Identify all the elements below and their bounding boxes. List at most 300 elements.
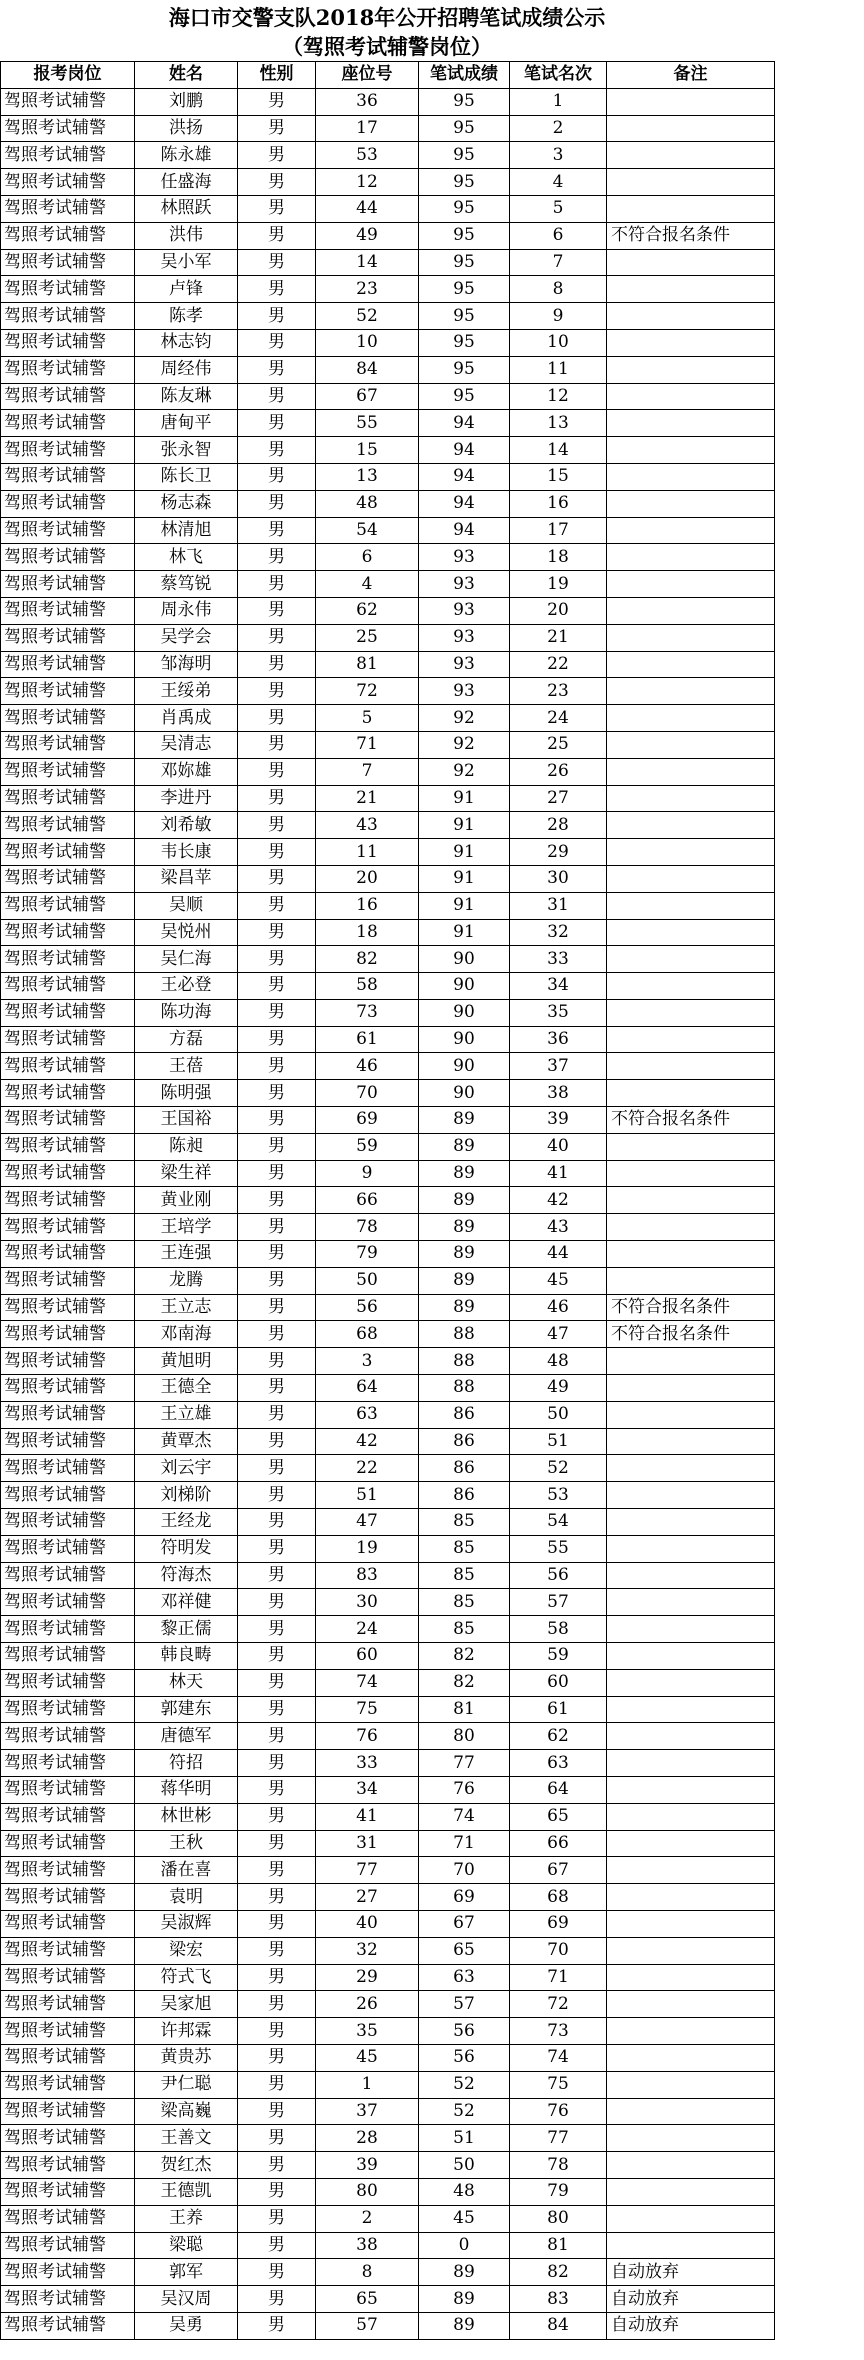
cell-score: 95 [419, 222, 510, 249]
cell-position: 驾照考试辅警 [1, 2232, 135, 2259]
cell-score: 93 [419, 678, 510, 705]
cell-name: 陈明强 [135, 1080, 238, 1107]
cell-score: 95 [419, 303, 510, 330]
cell-rank: 78 [510, 2152, 607, 2179]
cell-gender: 男 [238, 356, 316, 383]
cell-score: 89 [419, 2312, 510, 2339]
cell-rank: 47 [510, 1321, 607, 1348]
cell-remarks [607, 1241, 775, 1268]
cell-position: 驾照考试辅警 [1, 1214, 135, 1241]
cell-gender: 男 [238, 517, 316, 544]
cell-position: 驾照考试辅警 [1, 2018, 135, 2045]
cell-score: 82 [419, 1669, 510, 1696]
cell-position: 驾照考试辅警 [1, 1509, 135, 1536]
cell-remarks [607, 1267, 775, 1294]
cell-rank: 68 [510, 1884, 607, 1911]
cell-rank: 77 [510, 2125, 607, 2152]
cell-seat-number: 22 [316, 1455, 419, 1482]
cell-name: 洪伟 [135, 222, 238, 249]
cell-seat-number: 33 [316, 1750, 419, 1777]
cell-name: 陈永雄 [135, 142, 238, 169]
cell-remarks [607, 1214, 775, 1241]
cell-seat-number: 38 [316, 2232, 419, 2259]
cell-remarks [607, 1857, 775, 1884]
table-row [1, 1080, 775, 1107]
cell-gender: 男 [238, 2205, 316, 2232]
cell-name: 符海杰 [135, 1562, 238, 1589]
cell-position: 驾照考试辅警 [1, 1643, 135, 1670]
cell-name: 黄贵苏 [135, 2044, 238, 2071]
cell-score: 86 [419, 1401, 510, 1428]
cell-position: 驾照考试辅警 [1, 1401, 135, 1428]
cell-rank: 25 [510, 731, 607, 758]
cell-score: 86 [419, 1482, 510, 1509]
cell-position: 驾照考试辅警 [1, 222, 135, 249]
cell-seat-number: 48 [316, 490, 419, 517]
table-row [1, 999, 775, 1026]
cell-score: 95 [419, 356, 510, 383]
cell-name: 梁昌苹 [135, 865, 238, 892]
cell-score: 93 [419, 651, 510, 678]
cell-seat-number: 28 [316, 2125, 419, 2152]
cell-remarks [607, 678, 775, 705]
cell-rank: 38 [510, 1080, 607, 1107]
cell-gender: 男 [238, 1375, 316, 1402]
table-row [1, 195, 775, 222]
cell-name: 吴淑辉 [135, 1910, 238, 1937]
cell-position: 驾照考试辅警 [1, 2152, 135, 2179]
cell-name: 蔡笃锐 [135, 571, 238, 598]
table-row [1, 1294, 775, 1321]
cell-rank: 62 [510, 1723, 607, 1750]
table-row [1, 785, 775, 812]
table-row [1, 169, 775, 196]
cell-gender: 男 [238, 973, 316, 1000]
header-name: 姓名 [135, 62, 238, 89]
cell-score: 48 [419, 2178, 510, 2205]
header-rank: 笔试名次 [510, 62, 607, 89]
table-row [1, 383, 775, 410]
cell-name: 杨志森 [135, 490, 238, 517]
table-row [1, 490, 775, 517]
cell-rank: 33 [510, 946, 607, 973]
cell-position: 驾照考试辅警 [1, 785, 135, 812]
cell-score: 94 [419, 517, 510, 544]
header-seat-number: 座位号 [316, 62, 419, 89]
table-row [1, 1133, 775, 1160]
cell-gender: 男 [238, 2178, 316, 2205]
cell-seat-number: 53 [316, 142, 419, 169]
cell-gender: 男 [238, 892, 316, 919]
cell-name: 林清旭 [135, 517, 238, 544]
cell-score: 89 [419, 1187, 510, 1214]
cell-rank: 16 [510, 490, 607, 517]
table-row [1, 517, 775, 544]
cell-rank: 21 [510, 624, 607, 651]
cell-rank: 15 [510, 463, 607, 490]
cell-rank: 32 [510, 919, 607, 946]
cell-gender: 男 [238, 2312, 316, 2339]
cell-position: 驾照考试辅警 [1, 410, 135, 437]
cell-score: 69 [419, 1884, 510, 1911]
cell-rank: 10 [510, 329, 607, 356]
cell-score: 88 [419, 1375, 510, 1402]
cell-score: 81 [419, 1696, 510, 1723]
cell-gender: 男 [238, 2125, 316, 2152]
cell-score: 51 [419, 2125, 510, 2152]
cell-score: 71 [419, 1830, 510, 1857]
cell-seat-number: 36 [316, 88, 419, 115]
cell-remarks: 不符合报名条件 [607, 222, 775, 249]
cell-score: 93 [419, 624, 510, 651]
table-row [1, 544, 775, 571]
cell-gender: 男 [238, 1133, 316, 1160]
cell-name: 尹仁聪 [135, 2071, 238, 2098]
table-row [1, 1777, 775, 1804]
cell-score: 90 [419, 973, 510, 1000]
cell-gender: 男 [238, 1160, 316, 1187]
cell-gender: 男 [238, 1428, 316, 1455]
cell-seat-number: 69 [316, 1107, 419, 1134]
cell-rank: 14 [510, 437, 607, 464]
table-row [1, 1026, 775, 1053]
cell-remarks [607, 490, 775, 517]
cell-score: 90 [419, 999, 510, 1026]
cell-score: 65 [419, 1937, 510, 1964]
cell-remarks [607, 2098, 775, 2125]
table-row [1, 1160, 775, 1187]
cell-name: 梁宏 [135, 1937, 238, 1964]
header-position: 报考岗位 [1, 62, 135, 89]
cell-position: 驾照考试辅警 [1, 2286, 135, 2313]
cell-score: 91 [419, 865, 510, 892]
cell-gender: 男 [238, 329, 316, 356]
cell-rank: 73 [510, 2018, 607, 2045]
table-row [1, 1348, 775, 1375]
cell-name: 唐甸平 [135, 410, 238, 437]
cell-name: 王绥弟 [135, 678, 238, 705]
table-row [1, 1455, 775, 1482]
table-row [1, 1937, 775, 1964]
table-header [1, 62, 775, 89]
cell-score: 80 [419, 1723, 510, 1750]
cell-remarks: 不符合报名条件 [607, 1107, 775, 1134]
cell-position: 驾照考试辅警 [1, 1696, 135, 1723]
cell-rank: 30 [510, 865, 607, 892]
cell-gender: 男 [238, 1348, 316, 1375]
cell-rank: 45 [510, 1267, 607, 1294]
cell-position: 驾照考试辅警 [1, 2312, 135, 2339]
cell-position: 驾照考试辅警 [1, 1428, 135, 1455]
cell-remarks [607, 2178, 775, 2205]
cell-gender: 男 [238, 437, 316, 464]
cell-seat-number: 56 [316, 1294, 419, 1321]
cell-score: 89 [419, 1294, 510, 1321]
cell-name: 邓祥健 [135, 1589, 238, 1616]
cell-seat-number: 52 [316, 303, 419, 330]
table-row [1, 1910, 775, 1937]
table-row [1, 2152, 775, 2179]
cell-gender: 男 [238, 1643, 316, 1670]
cell-position: 驾照考试辅警 [1, 88, 135, 115]
cell-name: 符式飞 [135, 1964, 238, 1991]
cell-remarks [607, 1884, 775, 1911]
table-row [1, 1616, 775, 1643]
cell-remarks [607, 1991, 775, 2018]
cell-score: 89 [419, 1133, 510, 1160]
cell-position: 驾照考试辅警 [1, 1723, 135, 1750]
cell-name: 张永智 [135, 437, 238, 464]
cell-gender: 男 [238, 2044, 316, 2071]
cell-remarks [607, 999, 775, 1026]
cell-position: 驾照考试辅警 [1, 2125, 135, 2152]
table-row [1, 597, 775, 624]
cell-score: 89 [419, 2286, 510, 2313]
table-row [1, 2259, 775, 2286]
cell-position: 驾照考试辅警 [1, 758, 135, 785]
cell-rank: 56 [510, 1562, 607, 1589]
table-row [1, 2312, 775, 2339]
table-row [1, 973, 775, 1000]
cell-score: 91 [419, 785, 510, 812]
cell-seat-number: 11 [316, 839, 419, 866]
cell-rank: 60 [510, 1669, 607, 1696]
table-row [1, 624, 775, 651]
cell-gender: 男 [238, 490, 316, 517]
cell-gender: 男 [238, 1991, 316, 2018]
cell-name: 王德全 [135, 1375, 238, 1402]
cell-gender: 男 [238, 1616, 316, 1643]
cell-remarks [607, 544, 775, 571]
cell-name: 陈长卫 [135, 463, 238, 490]
cell-seat-number: 72 [316, 678, 419, 705]
cell-name: 方磊 [135, 1026, 238, 1053]
cell-rank: 43 [510, 1214, 607, 1241]
cell-rank: 66 [510, 1830, 607, 1857]
cell-gender: 男 [238, 169, 316, 196]
cell-rank: 64 [510, 1777, 607, 1804]
cell-rank: 67 [510, 1857, 607, 1884]
cell-score: 89 [419, 1241, 510, 1268]
cell-score: 90 [419, 1053, 510, 1080]
table-row [1, 1803, 775, 1830]
cell-rank: 83 [510, 2286, 607, 2313]
cell-seat-number: 83 [316, 1562, 419, 1589]
cell-rank: 13 [510, 410, 607, 437]
table-row [1, 865, 775, 892]
cell-rank: 4 [510, 169, 607, 196]
cell-gender: 男 [238, 1535, 316, 1562]
cell-seat-number: 23 [316, 276, 419, 303]
cell-name: 王立志 [135, 1294, 238, 1321]
cell-remarks [607, 1375, 775, 1402]
cell-position: 驾照考试辅警 [1, 1187, 135, 1214]
cell-name: 林照跃 [135, 195, 238, 222]
cell-remarks: 自动放弃 [607, 2312, 775, 2339]
cell-rank: 42 [510, 1187, 607, 1214]
table-row [1, 2178, 775, 2205]
cell-name: 王必登 [135, 973, 238, 1000]
cell-seat-number: 46 [316, 1053, 419, 1080]
cell-remarks [607, 2205, 775, 2232]
cell-name: 洪扬 [135, 115, 238, 142]
cell-gender: 男 [238, 1857, 316, 1884]
cell-rank: 8 [510, 276, 607, 303]
cell-gender: 男 [238, 705, 316, 732]
cell-remarks [607, 2044, 775, 2071]
cell-score: 52 [419, 2071, 510, 2098]
cell-gender: 男 [238, 1830, 316, 1857]
cell-gender: 男 [238, 1187, 316, 1214]
cell-gender: 男 [238, 731, 316, 758]
table-row [1, 1562, 775, 1589]
cell-gender: 男 [238, 758, 316, 785]
cell-gender: 男 [238, 1910, 316, 1937]
cell-remarks [607, 1777, 775, 1804]
cell-gender: 男 [238, 597, 316, 624]
cell-remarks [607, 946, 775, 973]
cell-gender: 男 [238, 1241, 316, 1268]
table-row [1, 1267, 775, 1294]
cell-remarks [607, 249, 775, 276]
cell-score: 56 [419, 2044, 510, 2071]
cell-name: 龙腾 [135, 1267, 238, 1294]
cell-score: 95 [419, 195, 510, 222]
cell-seat-number: 49 [316, 222, 419, 249]
cell-remarks [607, 1348, 775, 1375]
cell-rank: 7 [510, 249, 607, 276]
cell-remarks [607, 437, 775, 464]
cell-seat-number: 34 [316, 1777, 419, 1804]
cell-position: 驾照考试辅警 [1, 517, 135, 544]
cell-gender: 男 [238, 249, 316, 276]
cell-gender: 男 [238, 999, 316, 1026]
cell-position: 驾照考试辅警 [1, 1562, 135, 1589]
cell-position: 驾照考试辅警 [1, 946, 135, 973]
cell-name: 林世彬 [135, 1803, 238, 1830]
cell-rank: 50 [510, 1401, 607, 1428]
cell-remarks [607, 2232, 775, 2259]
table-row [1, 1857, 775, 1884]
cell-gender: 男 [238, 2259, 316, 2286]
header-remarks: 备注 [607, 62, 775, 89]
cell-seat-number: 80 [316, 2178, 419, 2205]
cell-gender: 男 [238, 865, 316, 892]
cell-rank: 44 [510, 1241, 607, 1268]
cell-score: 85 [419, 1509, 510, 1536]
table-row [1, 1107, 775, 1134]
cell-name: 吴小军 [135, 249, 238, 276]
cell-score: 74 [419, 1803, 510, 1830]
cell-name: 周经伟 [135, 356, 238, 383]
results-table [0, 61, 775, 2340]
cell-score: 92 [419, 758, 510, 785]
cell-rank: 5 [510, 195, 607, 222]
cell-position: 驾照考试辅警 [1, 1964, 135, 1991]
cell-score: 95 [419, 329, 510, 356]
cell-position: 驾照考试辅警 [1, 1884, 135, 1911]
cell-remarks [607, 865, 775, 892]
cell-seat-number: 63 [316, 1401, 419, 1428]
cell-position: 驾照考试辅警 [1, 2205, 135, 2232]
cell-name: 王国裕 [135, 1107, 238, 1134]
cell-gender: 男 [238, 2286, 316, 2313]
cell-score: 89 [419, 1160, 510, 1187]
cell-name: 王连强 [135, 1241, 238, 1268]
cell-name: 王养 [135, 2205, 238, 2232]
cell-name: 吴悦州 [135, 919, 238, 946]
cell-seat-number: 84 [316, 356, 419, 383]
cell-remarks: 不符合报名条件 [607, 1294, 775, 1321]
cell-remarks [607, 1643, 775, 1670]
cell-score: 91 [419, 892, 510, 919]
cell-score: 85 [419, 1589, 510, 1616]
cell-rank: 46 [510, 1294, 607, 1321]
cell-rank: 49 [510, 1375, 607, 1402]
cell-seat-number: 39 [316, 2152, 419, 2179]
cell-score: 95 [419, 115, 510, 142]
cell-remarks [607, 651, 775, 678]
cell-seat-number: 29 [316, 1964, 419, 1991]
cell-score: 95 [419, 249, 510, 276]
cell-remarks [607, 571, 775, 598]
cell-remarks [607, 115, 775, 142]
table-row [1, 1509, 775, 1536]
cell-rank: 79 [510, 2178, 607, 2205]
cell-seat-number: 8 [316, 2259, 419, 2286]
cell-position: 驾照考试辅警 [1, 1133, 135, 1160]
cell-gender: 男 [238, 88, 316, 115]
cell-score: 85 [419, 1535, 510, 1562]
cell-position: 驾照考试辅警 [1, 1080, 135, 1107]
cell-score: 0 [419, 2232, 510, 2259]
cell-score: 76 [419, 1777, 510, 1804]
cell-seat-number: 54 [316, 517, 419, 544]
cell-gender: 男 [238, 1482, 316, 1509]
cell-score: 95 [419, 88, 510, 115]
cell-rank: 11 [510, 356, 607, 383]
cell-seat-number: 20 [316, 865, 419, 892]
cell-rank: 59 [510, 1643, 607, 1670]
cell-rank: 35 [510, 999, 607, 1026]
cell-seat-number: 19 [316, 1535, 419, 1562]
cell-seat-number: 40 [316, 1910, 419, 1937]
cell-seat-number: 35 [316, 2018, 419, 2045]
cell-rank: 58 [510, 1616, 607, 1643]
cell-rank: 84 [510, 2312, 607, 2339]
cell-position: 驾照考试辅警 [1, 1803, 135, 1830]
cell-score: 67 [419, 1910, 510, 1937]
cell-score: 45 [419, 2205, 510, 2232]
cell-gender: 男 [238, 1723, 316, 1750]
cell-position: 驾照考试辅警 [1, 490, 135, 517]
table-row [1, 2205, 775, 2232]
cell-position: 驾照考试辅警 [1, 678, 135, 705]
cell-name: 王培学 [135, 1214, 238, 1241]
cell-position: 驾照考试辅警 [1, 624, 135, 651]
cell-position: 驾照考试辅警 [1, 1294, 135, 1321]
table-body [1, 88, 775, 2339]
table-row [1, 1696, 775, 1723]
cell-position: 驾照考试辅警 [1, 356, 135, 383]
cell-seat-number: 18 [316, 919, 419, 946]
cell-score: 52 [419, 2098, 510, 2125]
table-row [1, 758, 775, 785]
cell-name: 刘希敏 [135, 812, 238, 839]
cell-rank: 80 [510, 2205, 607, 2232]
cell-position: 驾照考试辅警 [1, 329, 135, 356]
table-row [1, 812, 775, 839]
